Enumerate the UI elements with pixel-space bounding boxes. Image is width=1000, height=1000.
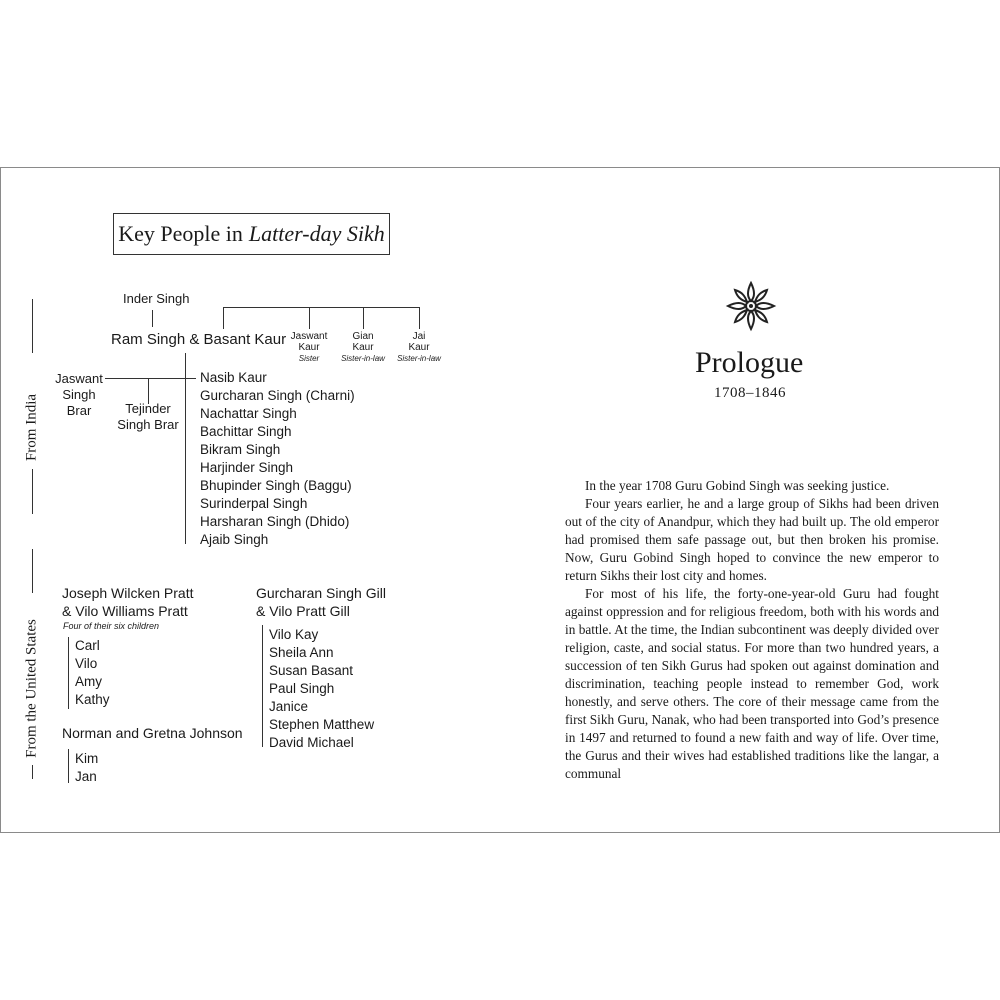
chapter-heading: Prologue [695, 346, 804, 379]
relative-gian [339, 331, 387, 364]
tree-line [262, 625, 263, 747]
relative-jaswant [285, 331, 333, 364]
child-item: Harsharan Singh (Dhido) [200, 514, 350, 529]
relative-name: Kaur [408, 342, 430, 353]
pratt-line: & Vilo Williams Pratt [62, 603, 188, 619]
paragraph: Four years earlier, he and a large group of Sikhs had been driven out of the city of Anandpur, which they had built up. The old emperor had promised them safe passage out, but then broken his promise. Now, Guru Gobind Singh hoped to convince the new emperor to return Sikhs their lost city and homes. [565, 496, 939, 583]
pratt-line: Joseph Wilcken Pratt [62, 585, 194, 601]
pratt-note: Four of their six children [63, 621, 160, 631]
johnson-child: Kim [75, 751, 99, 766]
book-spread [0, 167, 1000, 833]
tree-line [223, 307, 420, 308]
gill-child: Susan Basant [269, 663, 354, 678]
chapter-years: 1708–1846 [714, 385, 786, 401]
child-item: Bhupinder Singh (Baggu) [200, 478, 352, 493]
child-item: Nachattar Singh [200, 406, 297, 421]
relative-role: Sister-in-law [341, 354, 385, 363]
child-item: Harjinder Singh [200, 460, 294, 475]
relative-jai [395, 331, 443, 364]
side-label-india: From India [23, 393, 40, 462]
tree-line [185, 353, 186, 544]
us-rule-bottom [32, 765, 33, 779]
ram-basant: Ram Singh & Basant Kaur [111, 331, 287, 348]
tejinder-name: Tejinder [125, 401, 171, 416]
relative-role: Sister-in-law [397, 354, 441, 363]
side-label-us: From the United States [23, 619, 40, 758]
tejinder-name: Singh Brar [117, 417, 179, 432]
tejinder-singh-brar [117, 401, 179, 433]
jaswant-singh-brar [51, 371, 107, 419]
us-rule-top [32, 549, 33, 593]
johnson-child: Jan [75, 769, 97, 784]
tree-line [419, 307, 420, 329]
tree-line [152, 310, 153, 327]
pratt-child: Kathy [75, 692, 110, 707]
gill-child: David Michael [269, 735, 354, 750]
paragraph: For most of his life, the forty-one-year-old Guru had fought against oppression and for religious freedom, both with his words and in battle. At the time, the Indian subcontinent was deeply divided over religion, caste, and social status. For more than two hundred years, a succession of ten Sikh Gurus had spoken out against domination and discrimination, teaching people instead to remember God, work honestly, and serve others. The core of their message came from the first Sikh Guru, Nanak, who had been transported into God’s presence in 1497 and returned to found a new faith and way of life. Over time, the Gurus and their wives had established traditions like the langar, a communal [565, 586, 939, 781]
jaswant-brar-name: Singh Brar [62, 387, 96, 418]
pratt-child: Vilo [75, 656, 98, 671]
relative-name: Kaur [352, 342, 374, 353]
inder-singh: Inder Singh [123, 291, 190, 306]
tree-line [309, 307, 310, 329]
relative-name: Gian [352, 331, 374, 342]
gill-parents [256, 584, 386, 620]
pratt-child: Amy [75, 674, 102, 689]
child-item: Gurcharan Singh (Charni) [200, 388, 355, 403]
child-item: Bikram Singh [200, 442, 281, 457]
india-rule-top [32, 299, 33, 353]
gill-child: Sheila Ann [269, 645, 334, 660]
relative-role: Sister [298, 354, 320, 363]
jaswant-brar-name: Jaswant [55, 371, 103, 386]
gill-line: & Vilo Pratt Gill [256, 603, 350, 619]
relative-name: Jaswant [290, 331, 328, 342]
gill-child: Stephen Matthew [269, 717, 375, 732]
gill-child: Janice [269, 699, 309, 714]
johnson-parents: Norman and Gretna Johnson [62, 725, 243, 741]
child-item: Ajaib Singh [200, 532, 269, 547]
ornament-icon [724, 279, 778, 333]
child-item: Nasib Kaur [200, 370, 267, 385]
tree-line [68, 749, 69, 783]
page-title-box [113, 213, 390, 255]
tree-line [223, 307, 224, 329]
gill-child: Paul Singh [269, 681, 335, 696]
body-text [565, 477, 939, 783]
relative-name: Jai [412, 331, 426, 342]
gill-line: Gurcharan Singh Gill [256, 585, 386, 601]
child-item: Surinderpal Singh [200, 496, 308, 511]
gill-child: Vilo Kay [269, 627, 319, 642]
title-italic: Latter-day Sikh [248, 221, 385, 246]
child-item: Bachittar Singh [200, 424, 292, 439]
tree-line [68, 637, 69, 709]
tree-line [105, 378, 196, 379]
pratt-parents [62, 584, 194, 620]
india-rule-bottom [32, 469, 33, 514]
relative-name: Kaur [298, 342, 320, 353]
title-prefix: Key People in [118, 221, 243, 246]
paragraph: In the year 1708 Guru Gobind Singh was seeking justice. [585, 478, 890, 493]
tree-line [363, 307, 364, 329]
pratt-child: Carl [75, 638, 100, 653]
